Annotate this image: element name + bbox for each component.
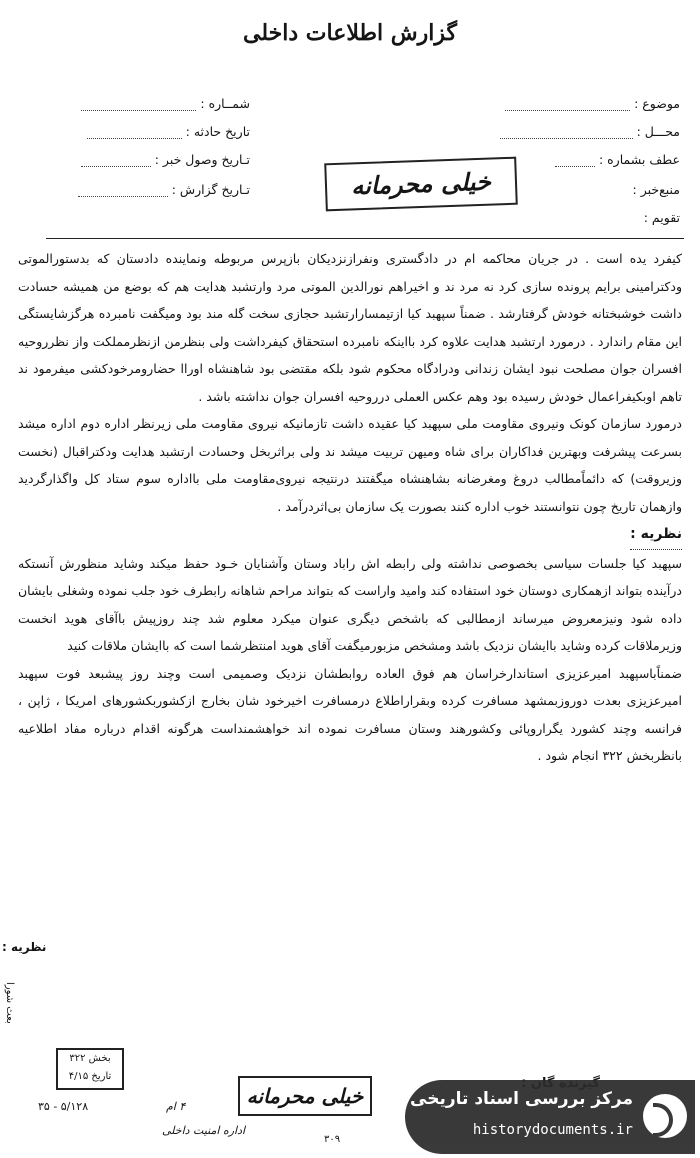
bottom-secret-stamp: خیلی محرمانه xyxy=(238,1076,372,1116)
report-paragraph-1: کیفرد یده است . در جریان محاکمه ام در دادگستری ونفرازنزدیکان بازپرس مربوطه ونماینده دادستان که بدستورالموتی ودکترامینی برایم پرونده سازی کرد نه مرد ند و اخیراهم نورالدین الموتی مرد وارتشبد هدایت هم که بوضع من همیشه حسادت داشت خوشبختانه خودش گرفتارشد . ضمناً سپهبد کیا ازتیمسارارتشبد حجازی سخت گله مند بود ومیگفت نامبرده هرگزشایستگی این مقام راندارد . درمورد ارتشبد هدایت علاوه کرد بااینکه نامبرده استحقاق کیفرداشت ولی بنظرمن ازنظرمملکت واز نظرروحیه افسران جوان مصلحت نبود ایشان زندانی ودرادگاه محکوم شود بلکه مقتضی بود شاهنشاه اوراا حضارومرخودکشی میفرمود ند تاهم اوبکیفراعمال خودش رسیده بود وهم عکس العملی درروحیه افسران جوان نداشته باشد . xyxy=(18,251,682,404)
header-label: شمــاره : xyxy=(200,96,250,111)
header-field-reference xyxy=(555,152,680,167)
report-paragraph-2: درمورد سازمان کونک ونیروی مقاومت ملی سپهبد کیا عقیده داشت تازمانیکه نیروی مقاومت ملی زیرنظر اداره دوم اداره میشد بسرعت پیشرفت وبهترین فداکاران برای شاه وميهن تربيت ميشد ند ولی براثربخل وحسادت ارتشبد هدایت ودکتراقبال (نخست وزيروقت) که دائماًمطالب دروغ ومغرضانه بشاهنشاه میگفتند درنتیجه نیروی‌مقاومت ملی بااداره سوم ستاد کل واگذارگردید وازهمان تاریخ چون نتوانستند خوب اداره کنند بصورت یک سازمان بی‌اثردرآمد . xyxy=(18,416,682,514)
header-label: منبع‌خبر : xyxy=(632,182,680,197)
handwritten-note-2: اداره امنیت داخلی xyxy=(162,1124,246,1137)
blank-line xyxy=(500,126,633,139)
top-secret-stamp: خیلی محرمانه xyxy=(324,157,518,212)
analysis-heading: نظریه : xyxy=(630,521,682,550)
reference-line-1: بخش ۳۲۲ xyxy=(69,1053,111,1064)
opinion-paragraph: ضمناًباسپهبد اميرعزيزی استاندارخراسان هم فوق العاده روابطشان نزديک وصميمی است وچند روز پیشبعد فوت سپهبد اميرعزيزی بعدت دوروزبمشهد مسافرت کرده وبقراراطلاع درمسافرت اخیرخود شان بخارج ازکشوربکشورهای امریکا ، ژاپن ، فرانسه وچند کشورد یگراروپائی وکشورهند وستان مسافرت نموده اند خواهشمنداست هرگونه اقدام درباره مفاد اطلاعیه بانظربخش ۳۲۲ انجام شود . xyxy=(18,665,682,763)
header-label: تـاریخ وصول خبر : xyxy=(154,152,250,167)
header-label: تاریخ حادثه : xyxy=(185,124,250,139)
blank-line xyxy=(555,154,595,167)
blank-line xyxy=(81,98,196,111)
header-field-received-date xyxy=(81,152,250,167)
opinion-margin-label: نظریه : xyxy=(2,940,47,954)
header-label: تقویم : xyxy=(643,210,680,225)
header-field-incident-date xyxy=(87,124,250,139)
file-code: ۳۵ - ۵/۱۲۸ xyxy=(38,1100,89,1113)
blank-line xyxy=(505,98,630,111)
blank-line xyxy=(87,126,182,139)
reference-stamp-box xyxy=(56,1048,124,1090)
report-body xyxy=(18,245,682,770)
header-field-source xyxy=(633,182,680,197)
analysis-paragraph: سپهبد کیا جلسات سیاسی بخصوصی نداشته ولی رابطه اش راباد وستان وآشنایان خـود حفظ میکند وشاید منظورش آنستکه درآینده بتواند ازهمکاری دوستان خود استفاده کند وامید واراست که بتواند مراحم شاهانه رابطرف خود جلب نموده وشغلی بایشان داده شود ونیزمعروض میرساند ازمطالبی که باشخص دیگری عنوان میکرد معلوم شد چند روزپیش باآقای هويد انخست وزیرملاقات کرده وشاید باایشان نزدیک باشد ومشخص مزبورمیگفت آقای هويد امنتظرشما است که باایشان ملاقات کنید xyxy=(18,555,682,653)
header-label: تـاریخ گزارش : xyxy=(171,182,250,197)
header-label: عطف بشماره : xyxy=(598,152,680,167)
page-code: ۳۰۹ xyxy=(324,1134,341,1145)
header-field-report-date xyxy=(78,182,250,197)
watermark-url-text: historydocuments.ir xyxy=(472,1122,633,1138)
blank-line xyxy=(81,154,151,167)
handwritten-note: ۴ ام xyxy=(166,1100,186,1113)
margin-handwritten-note: بعث شورا xyxy=(4,982,15,1024)
document-title: گزارش اطلاعات داخلی xyxy=(243,20,457,46)
header-field-location xyxy=(500,124,680,139)
reference-line-2: تاریخ ۴/۱۵ xyxy=(68,1071,112,1082)
header-field-calendar xyxy=(644,210,680,225)
header-separator xyxy=(46,238,684,239)
header-label: موضوع : xyxy=(634,96,680,111)
header-field-number xyxy=(81,96,250,111)
watermark-persian-text: مرکز بررسی اسناد تاریخی xyxy=(410,1089,633,1109)
archive-watermark xyxy=(405,1080,695,1154)
archive-logo-icon xyxy=(643,1094,687,1138)
header-label: محـــل : xyxy=(636,124,680,139)
header-field-subject xyxy=(505,96,680,111)
blank-line xyxy=(78,184,168,197)
